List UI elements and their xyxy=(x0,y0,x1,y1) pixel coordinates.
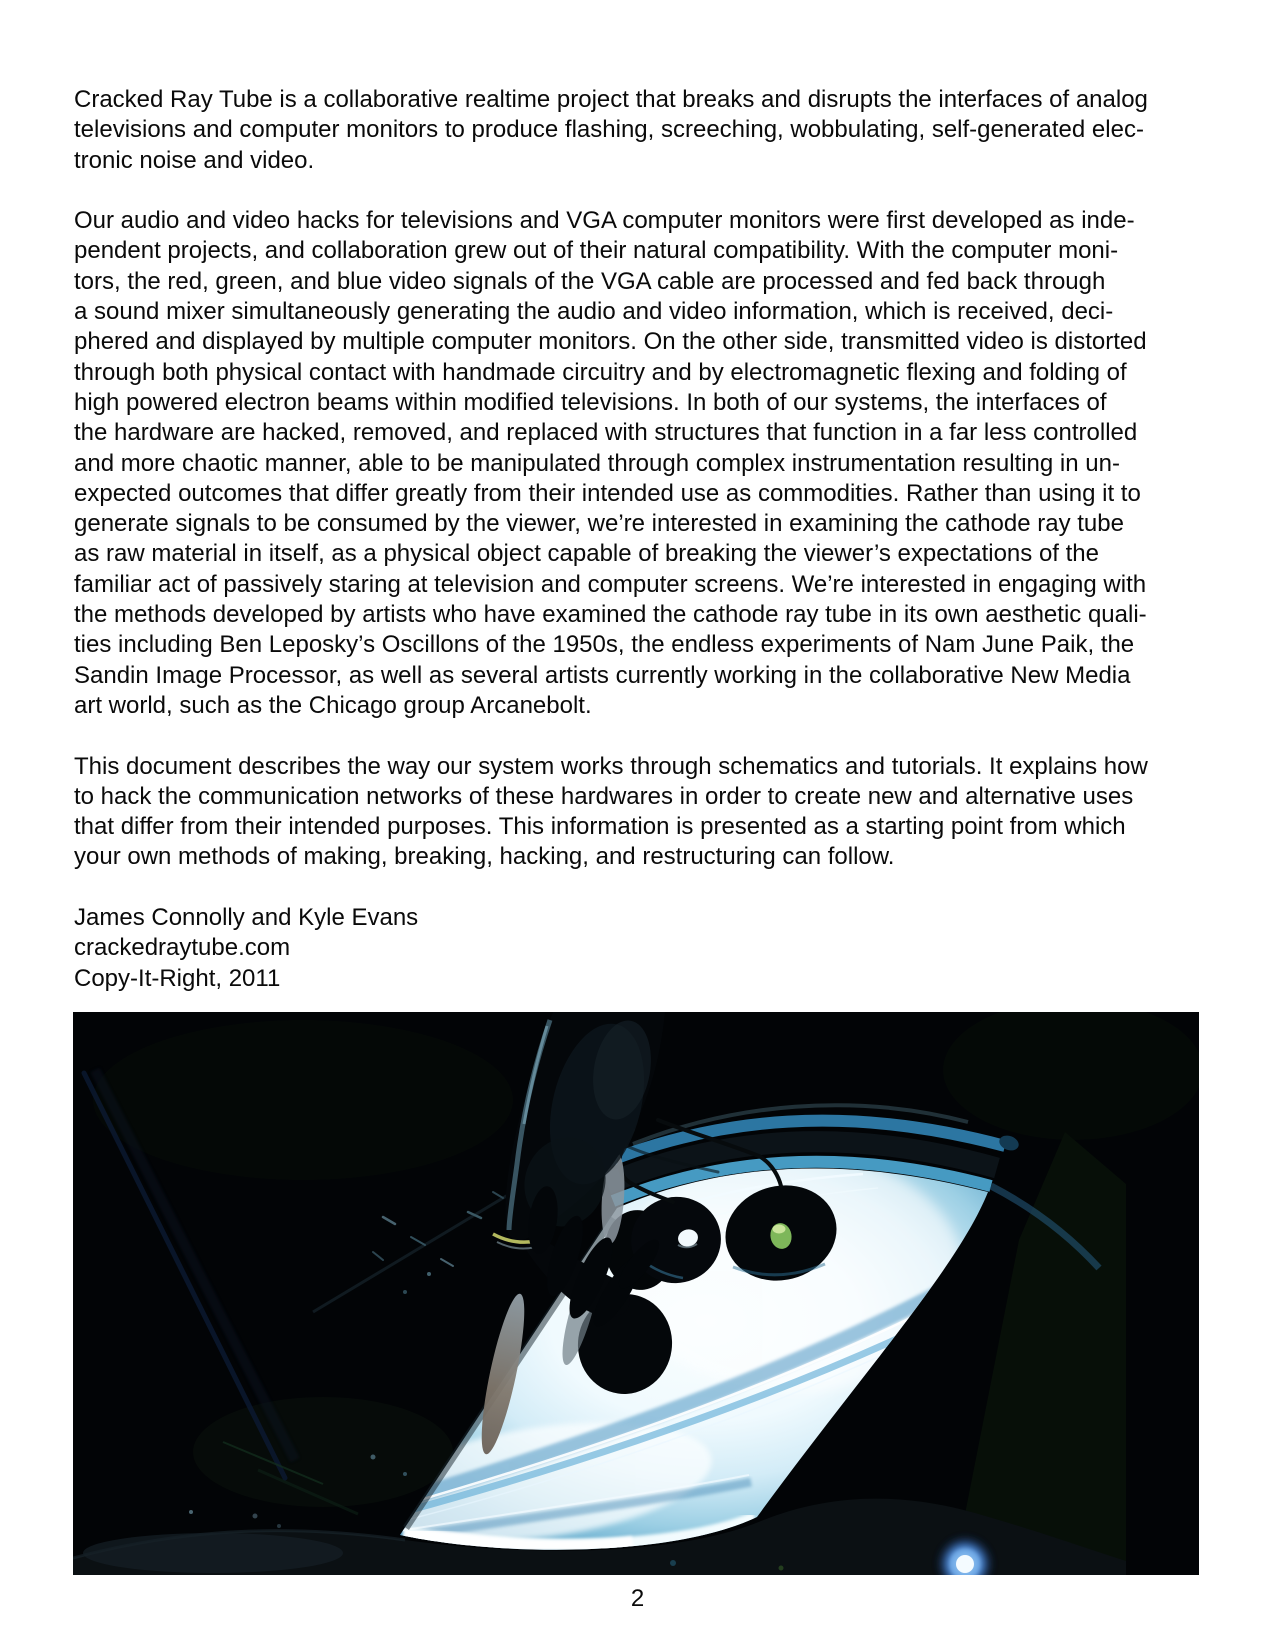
text-line: art world, such as the Chicago group Arcanebolt. xyxy=(74,691,592,719)
text-line: to hack the communication networks of these hardwares in order to create new and alternative uses xyxy=(74,782,1134,810)
text-line: generate signals to be consumed by the viewer, we’re interested in examining the cathode ray tube xyxy=(74,510,1124,538)
text-line: Our audio and video hacks for televisions and VGA computer monitors were first developed as inde- xyxy=(74,207,1135,235)
text-line: This document describes the way our system works through schematics and tutorials. It explains how xyxy=(74,752,1148,780)
text-line: expected outcomes that differ greatly from their intended use as commodities. Rather than using it to xyxy=(74,479,1141,507)
paragraph-intro xyxy=(74,85,1214,176)
text-line: high powered electron beams within modified televisions. In both of our systems, the interfaces of xyxy=(74,388,1107,416)
text-line: tronic noise and video. xyxy=(74,146,315,174)
text-line: Copy-It-Right, 2011 xyxy=(74,964,281,992)
text-line: and more chaotic manner, able to be manipulated through complex instrumentation resulting in un- xyxy=(74,449,1120,477)
text-line: phered and displayed by multiple computer monitors. On the other side, transmitted video is distorted xyxy=(74,328,1147,356)
text-line: James Connolly and Kyle Evans xyxy=(74,904,419,932)
byline xyxy=(74,903,1214,994)
text-line: the methods developed by artists who have examined the cathode ray tube in its own aesthetic quali- xyxy=(74,601,1147,629)
text-line: that differ from their intended purposes. This information is presented as a starting point from which xyxy=(74,813,1126,841)
text-line: the hardware are hacked, removed, and replaced with structures that function in a far less controlled xyxy=(74,419,1138,447)
paragraph-purpose xyxy=(74,752,1214,873)
text-line: Cracked Ray Tube is a collaborative realtime project that breaks and disrupts the interfaces of analog xyxy=(74,86,1148,113)
text-line: ties including Ben Leposky’s Oscillons of the 1950s, the endless experiments of Nam June Paik, the xyxy=(74,631,1135,659)
text-line: a sound mixer simultaneously generating the audio and video information, which is received, deci- xyxy=(74,298,1114,326)
page-number: 2 xyxy=(630,1585,645,1612)
text-line: televisions and computer monitors to produce flashing, screeching, wobbulating, self-generated elec- xyxy=(74,116,1144,144)
text-line: pendent projects, and collaboration grew out of their natural compatibility. With the computer moni- xyxy=(74,237,1119,265)
text-line: Sandin Image Processor, as well as several artists currently working in the collaborative New Media xyxy=(74,661,1131,689)
paragraph-description xyxy=(74,206,1214,721)
text-line: through both physical contact with handmade circuitry and by electromagnetic flexing and folding of xyxy=(74,358,1127,386)
photo-crt-performance xyxy=(73,1012,1199,1575)
text-line: your own methods of making, breaking, hacking, and restructuring can follow. xyxy=(74,843,895,871)
crt-photo-svg xyxy=(73,1012,1199,1575)
text-line: tors, the red, green, and blue video signals of the VGA cable are processed and fed back through xyxy=(74,267,1106,295)
text-line: familiar act of passively staring at television and computer screens. We’re interested in engaging with xyxy=(74,570,1147,598)
text-line: crackedraytube.com xyxy=(74,934,291,962)
text-line: as raw material in itself, as a physical object capable of breaking the viewer’s expectations of the xyxy=(74,540,1099,568)
body-text xyxy=(74,85,1214,994)
